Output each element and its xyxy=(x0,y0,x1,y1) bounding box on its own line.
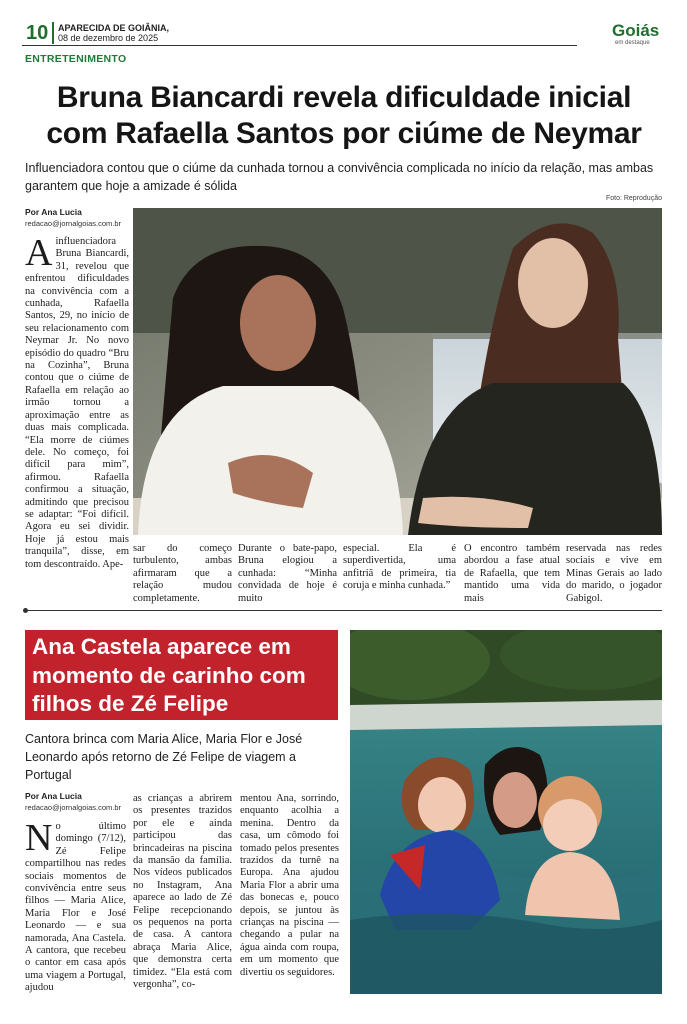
header-date: 08 de dezembro de 2025 xyxy=(58,33,159,43)
page-header xyxy=(22,20,667,52)
article2-column-1-text: o último domingo (7/12), Zé Felipe compartilhou nas redes sociais momentos de convivência entre seus filhos — Maria Alice, Maria Flor e José Leonardo — e sua namorada, Ana Castela. A cantora, que recebeu o cantor em casa após uma viagem a Portugal, ajudou xyxy=(25,821,126,994)
header-rule xyxy=(22,45,577,46)
article2-column-3: mentou Ana, sorrindo, enquanto acolhia a menina. Dentro da casa, um cômodo foi tomado pelos presentes trazidos da turnê na Europa. Ana ajudou Maria Flor a abrir uma das bonecas e, pouco depois, se juntou às crianças na piscina — chegando a pular na água ainda com roupa, em um momento que divertiu os seguidores. xyxy=(240,793,339,978)
header-city: APARECIDA DE GOIÂNIA, xyxy=(58,23,170,33)
article1-column-1-text: influenciadora Bruna Biancardi, 31, revelou que enfrentou dificuldades na convivência com a cunhada, Rafaella Santos, 29, no início de seu relacionamento com Neymar Jr. No novo episódio do quadro “Bru na Cozinha”, Bruna contou que o ciúme de Rafaella em relação ao irmão tornou a aproximação entre as duas mais complicada. “Ela morre de ciúmes dele. No começo, foi difícil para mim”, afirmou. Rafaella confirmou a situação, admitindo que precisou se adaptar: “Foi difícil. Agora eu sei dividir. Hoje já estou mais tranquila”, disse, em tom descontraído. Ape- xyxy=(25,236,129,570)
page-number: 10 xyxy=(26,22,49,44)
article1-column-3: Durante o bate-papo, Bruna elogiou a cunhada: “Minha convidada de hoje é muito xyxy=(238,543,337,604)
article2-byline: Por Ana Lucia xyxy=(25,791,82,801)
article1-photo-credit: Foto: Reprodução xyxy=(605,195,662,202)
article1-column-4: especial. Ela é superdivertida, uma anfitriã de primeira, tia coruja e minha cunhada.” xyxy=(343,543,456,592)
article1-column-1 xyxy=(25,232,129,571)
newspaper-logo-tagline: em destaque xyxy=(615,40,650,46)
page-number-divider xyxy=(52,22,54,44)
section-label: ENTRETENIMENTO xyxy=(25,53,127,65)
article2-column-2: as crianças a abrirem os presentes trazidos por ele e ainda participou das brincadeiras na piscina da mansão da família. Nos vídeos publicados no Instagram, Ana aparece ao lado de Zé Felipe recepcionando os pequenos na porta de casa. A cantora abraça Maria Alice, que demonstra certa timidez. “Ela está com vergonha”, co- xyxy=(133,793,232,991)
article1-headline: Bruna Biancardi revela dificuldade inicial com Rafaella Santos por ciúme de Neymar xyxy=(46,81,642,150)
article2-dropcap: N xyxy=(25,817,53,859)
article1-column-2: sar do começo turbulento, ambas afirmaram que a relação mudou completamente. xyxy=(133,543,232,604)
article2-email: redacao@jornalgoias.com.br xyxy=(25,803,121,812)
article2-photo xyxy=(350,630,662,994)
article1-subtitle: Influenciadora contou que o ciúme da cunhada tornou a convivência complicada no início da relação, mas ambas garantem que hoje a amizade é sólida xyxy=(25,161,654,193)
article-divider xyxy=(25,610,662,611)
article1-email: redacao@jornalgoias.com.br xyxy=(25,219,121,228)
article2-column-1 xyxy=(25,817,126,995)
article2-headline-box xyxy=(25,630,338,720)
article2-headline: Ana Castela aparece em momento de carinho com filhos de Zé Felipe xyxy=(32,634,306,716)
article1-dropcap: A xyxy=(25,232,53,274)
article1-photo xyxy=(133,208,662,535)
newspaper-logo: Goiás xyxy=(612,21,660,40)
article1-byline: Por Ana Lucia xyxy=(25,207,82,217)
article1-column-6: reservada nas redes sociais e vive em Minas Gerais ao lado do marido, o jogador Gabigol. xyxy=(566,543,662,604)
article1-column-5: O encontro também abordou a fase atual de Rafaella, que tem mantido uma vida mais xyxy=(464,543,560,604)
article2-subtitle: Cantora brinca com Maria Alice, Maria Flor e José Leonardo após retorno de Zé Felipe de viagem a Portugal xyxy=(25,732,303,782)
